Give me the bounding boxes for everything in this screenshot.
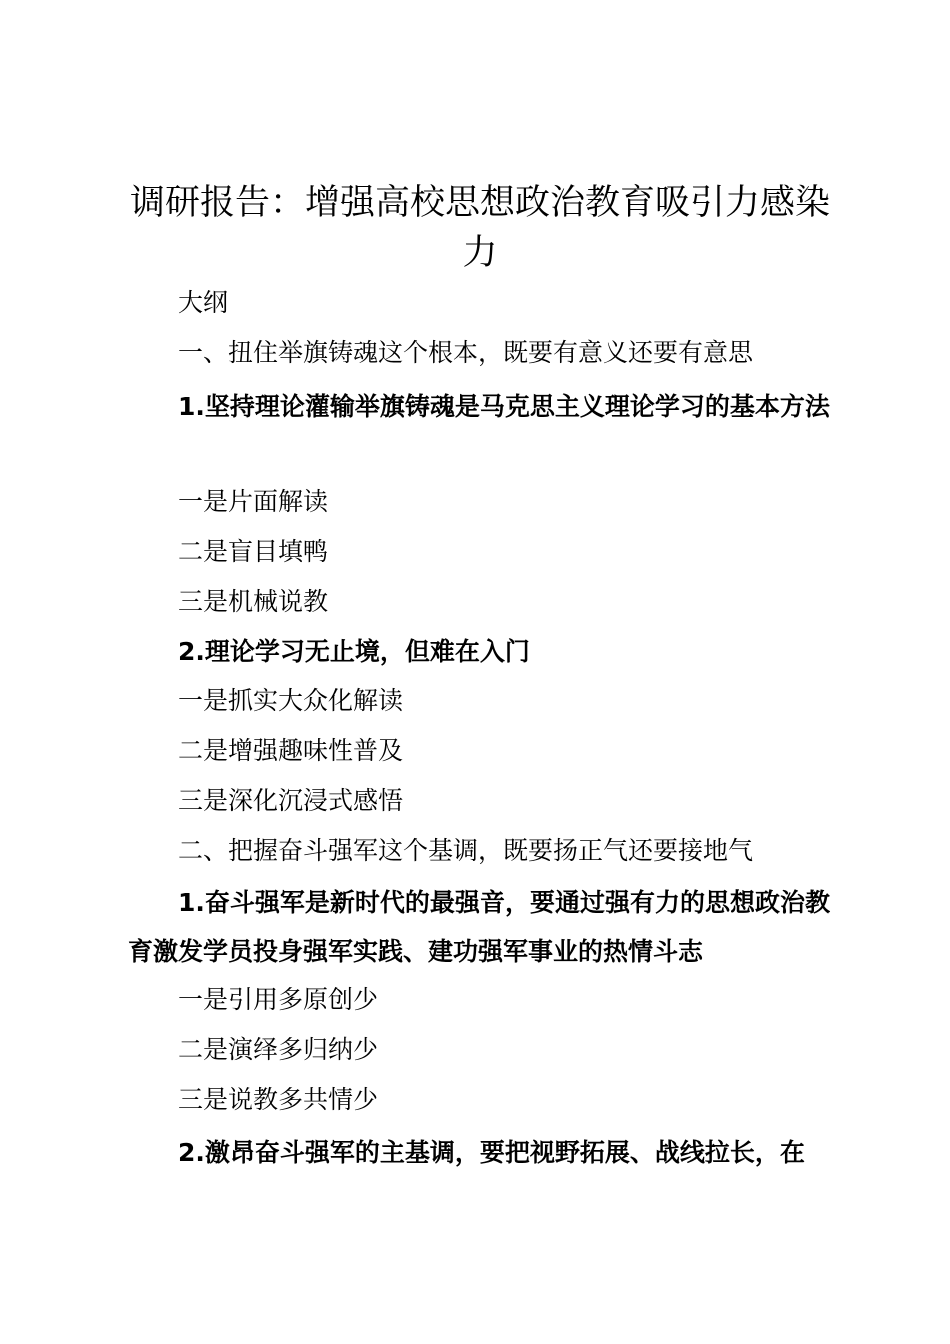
document-title: 调研报告：增强高校思想政治教育吸引力感染力: [129, 183, 830, 273]
list-item: 三是深化沉浸式感悟: [178, 786, 404, 815]
outline-label: 大纲: [178, 288, 229, 317]
list-item: 三是机械说教: [178, 587, 329, 616]
section-2-heading: 二、把握奋斗强军这个基调，既要扬正气还要接地气: [178, 836, 754, 865]
list-item: 二是增强趣味性普及: [178, 736, 404, 765]
list-item: 一是抓实大众化解读: [178, 686, 404, 715]
section-2-point-1-heading: 1.奋斗强军是新时代的最强音，要通过强有力的思想政治教育激发学员投身强军实践、建功强军事业的热情斗志: [128, 888, 830, 966]
list-item: 二是演绎多归纳少: [178, 1035, 379, 1064]
section-2-point-2-heading: 2.激昂奋斗强军的主基调，要把视野拓展、战线拉长，在: [178, 1138, 805, 1167]
list-item: 一是片面解读: [178, 487, 329, 516]
list-item: 二是盲目填鸭: [178, 537, 329, 566]
list-item: 三是说教多共情少: [178, 1085, 379, 1114]
list-item: 一是引用多原创少: [178, 985, 379, 1014]
section-1-point-2-heading: 2.理论学习无止境，但难在入门: [178, 637, 530, 666]
section-1-point-1-heading: 1.坚持理论灌输举旗铸魂是马克思主义理论学习的基本方法: [178, 392, 830, 421]
section-1-heading: 一、扭住举旗铸魂这个根本，既要有意义还要有意思: [178, 338, 754, 367]
